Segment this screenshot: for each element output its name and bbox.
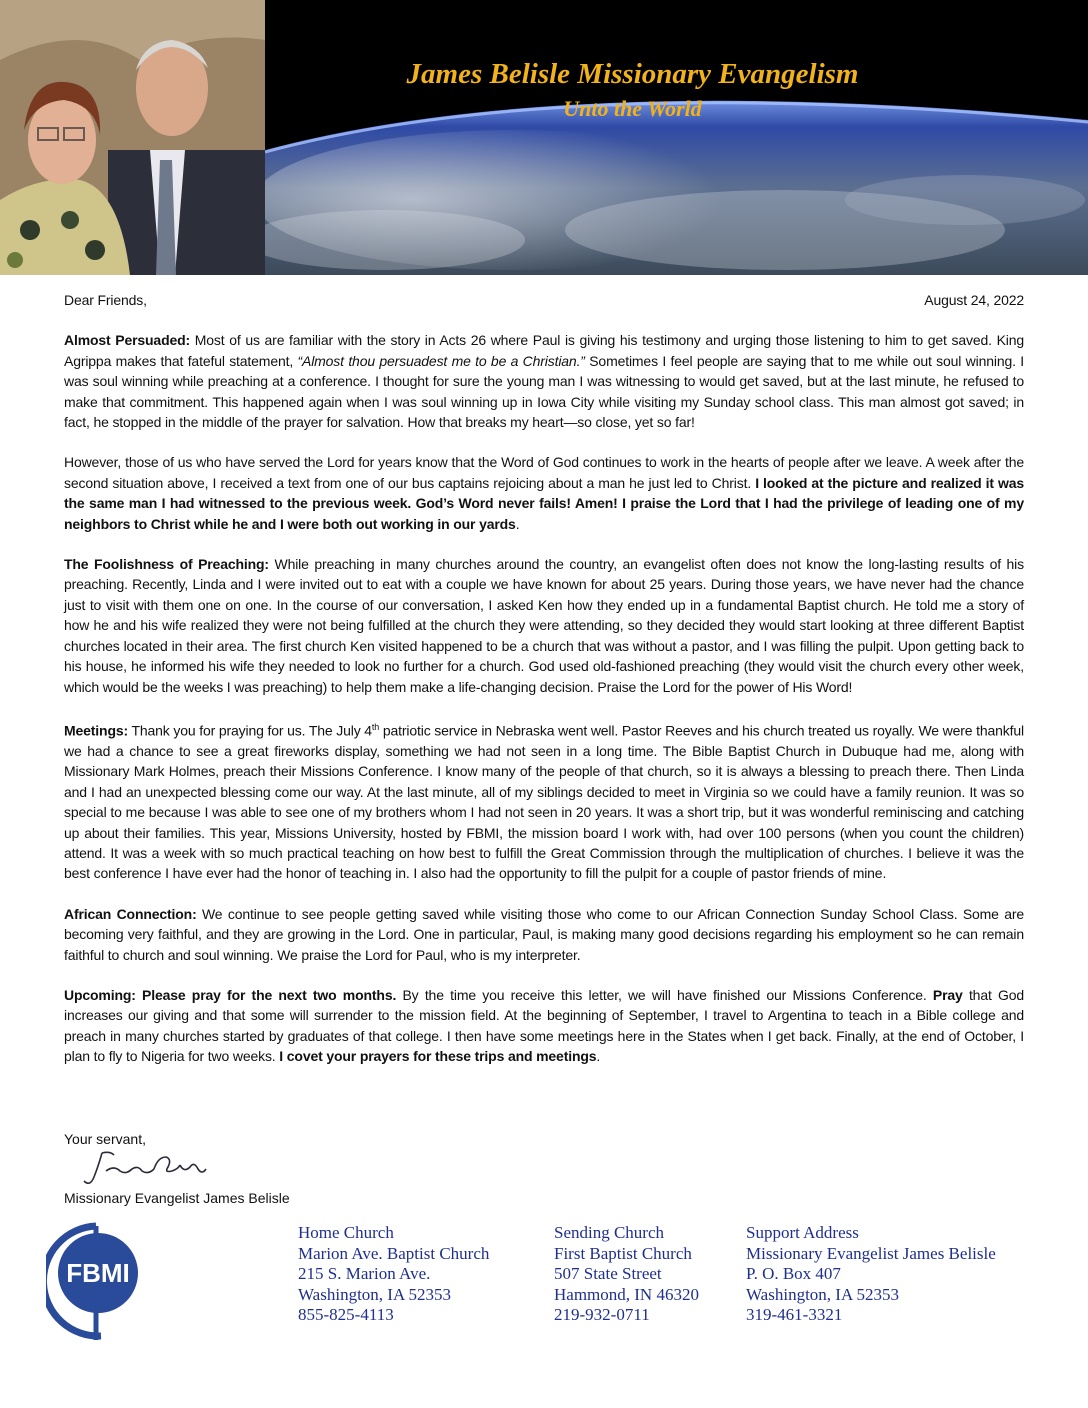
paragraph-text: Sometimes I feel people are saying that to me while out soul winning. I was soul winning while preaching at a conference. I thought for sure the young man I was witnessing to would get saved, but at the last minute, he refused to make that commitment. This happened again when I was soul winning up in Iowa City while visiting my Sunday school class. This man almost got saved; in fact, he stopped in the middle of the prayer for salvation. How that breaks my heart—so close, yet so far!	[64, 352, 1024, 431]
address-heading: Home Church	[298, 1223, 394, 1242]
paragraph-text: However, those of us who have served the Lord for years know that the Word of God continues to work in the hearts of people after we leave. A week after the second situation above, I received a text from one of our bus captains rejoicing about a man he just led to Christ.	[64, 454, 1024, 491]
paragraph-text: By the time you receive this letter, we will have finished our Missions Conference.	[396, 987, 933, 1004]
paragraph-text: While preaching in many churches around the country, an evangelist often does not know the long-lasting results of his preaching. Recently, Linda and I were invited out to eat with a couple we have known for about 25 years. During those years, we have never had the chance just to visit with them one on one. In the course of our conversation, I asked Ken how they ended up in a fundamental Baptist church. He told me a story of how he and his wife realized they were not being fulfilled at the church they were attending, so they decided they would start looking at three different Baptist churches located in their area. The first church Ken visited happened to be a church that was without a pastor, and I was filling the pulpit. Upon getting back to his house, he informed his wife they needed to look no further for a church. God used old-fashioned preaching (they would visit the church every other week, which would be the weeks I was preaching) to help them make a life-changing decision. Praise the Lord for the power of His Word!	[64, 556, 1024, 695]
superscript: th	[371, 721, 380, 732]
salutation: Dear Friends,	[64, 292, 147, 308]
paragraph-african-connection	[64, 904, 1024, 965]
address-line: Washington, IA 52353	[746, 1284, 900, 1304]
letter-date: August 24, 2022	[924, 292, 1024, 308]
earth-from-space-image	[265, 0, 1088, 275]
address-line: P. O. Box 407	[746, 1264, 841, 1284]
letterhead-subtitle: Unto the World	[563, 96, 702, 121]
emphasis-text: I covet your prayers for these trips and meetings	[279, 1048, 597, 1065]
address-line: Marion Ave. Baptist Church	[298, 1243, 490, 1263]
paragraph-text: We continue to see people getting saved while visiting those who come to our African Connection Sunday School Class. Some are becoming very faithful, and they are growing in the Lord. One in particular, Paul, is making many good decisions regarding his employment so he can remain faithful to church and soul winning. We praise the Lord for Paul, who is my interpreter.	[64, 905, 1024, 963]
logo-text: FBMI	[66, 1258, 130, 1288]
address-phone: 219-932-0711	[554, 1305, 650, 1325]
support-address	[746, 1223, 996, 1326]
emphasis-text: Pray	[932, 987, 963, 1004]
address-line: First Baptist Church	[554, 1243, 692, 1263]
address-phone: 319-461-3321	[746, 1305, 843, 1325]
paragraph-text: patriotic service in Nebraska went well. Pastor Reeves and his church treated us royally. We were thankful we had a chance to see a great fireworks display, something we had not seen in a long time. The Bible Baptist Church in Dubuque had me, along with Missionary Mark Holmes, preach their Missions Conference. I know many of the people of that church, so it is always a blessing to preach there. Then Linda and I had an unexpected blessing come our way. At the last minute, all of my siblings decided to meet in Virginia so we could have a family reunion. It was so special to me because I was able to see one of my brothers whom I had not seen in 20 years. It was a short trip, but it was wonderful reminiscing and catching up about their families. This year, Missions University, hosted by FBMI, the mission board I work with, had over 100 persons (when you count the children) attend. It was a week with so much practical teaching on how best to fulfill the Great Commission through the multiplication of churches. I believe it was the best conference I have ever had the honor of teaching in. I also had the opportunity to fill the pulpit for a couple of pastor friends of mine.	[64, 722, 1024, 882]
address-heading: Sending Church	[554, 1223, 665, 1242]
paragraph-foolishness-of-preaching	[64, 554, 1024, 697]
couple-photo	[0, 0, 265, 275]
paragraph-almost-persuaded	[64, 330, 1024, 432]
address-heading: Support Address	[746, 1223, 859, 1242]
paragraph-heading: The Foolishness of Preaching:	[64, 556, 269, 573]
paragraph-text: that God increases our giving and that some will surrender to the mission field. At the beginning of September, I travel to Argentina to teach in a Bible college and preach in many churches started by graduates of that college. I then have some meetings here in the States when I get back. Finally, at the end of October, I plan to fly to Nigeria for two weeks.	[64, 987, 1024, 1065]
letterhead-title: James Belisle Missionary Evangelism	[406, 58, 859, 90]
paragraph-text: .	[596, 1048, 601, 1065]
paragraph-meetings	[64, 717, 1024, 884]
paragraph-text: Thank you for praying for us. The July 4	[128, 722, 372, 739]
closing-line: Your servant,	[64, 1131, 146, 1147]
scripture-quote: “Almost thou persuadest me to be a Christian.”	[297, 352, 585, 369]
sending-church-address	[554, 1223, 699, 1326]
address-line: Missionary Evangelist James Belisle	[746, 1243, 996, 1263]
fbmi-logo	[46, 1218, 146, 1348]
paragraph-heading: African Connection:	[64, 905, 197, 922]
address-line: 507 State Street	[554, 1264, 662, 1284]
paragraph-upcoming	[64, 985, 1024, 1067]
address-phone: 855-825-4113	[298, 1305, 394, 1325]
paragraph-heading: Meetings:	[64, 722, 128, 739]
paragraph-text: .	[515, 515, 520, 532]
address-line: Washington, IA 52353	[298, 1284, 452, 1304]
emphasis-text: I looked at the picture and realized it was the same man I had witnessed to the previous week. God’s Word never fails! Amen! I praise the Lord that I had the privilege of leading one of my neighbors to Christ while he and I were both out working in our yards	[64, 474, 1025, 532]
letterhead-banner	[0, 0, 1088, 275]
letter-body	[64, 290, 1024, 1087]
signature-name: Missionary Evangelist James Belisle	[64, 1190, 290, 1206]
home-church-address	[298, 1223, 489, 1326]
handwritten-signature	[80, 1147, 210, 1194]
paragraph-heading: Almost Persuaded:	[64, 332, 191, 349]
paragraph-heading: Upcoming: Please pray for the next two months.	[64, 987, 397, 1004]
address-line: Hammond, IN 46320	[554, 1284, 699, 1304]
address-line: 215 S. Marion Ave.	[298, 1264, 431, 1284]
paragraph-text: Most of us are familiar with the story in Acts 26 where Paul is giving his testimony and urging those listening to him to get saved. King Agrippa makes that fateful statement,	[64, 332, 1024, 369]
paragraph-word-of-god	[64, 452, 1024, 534]
